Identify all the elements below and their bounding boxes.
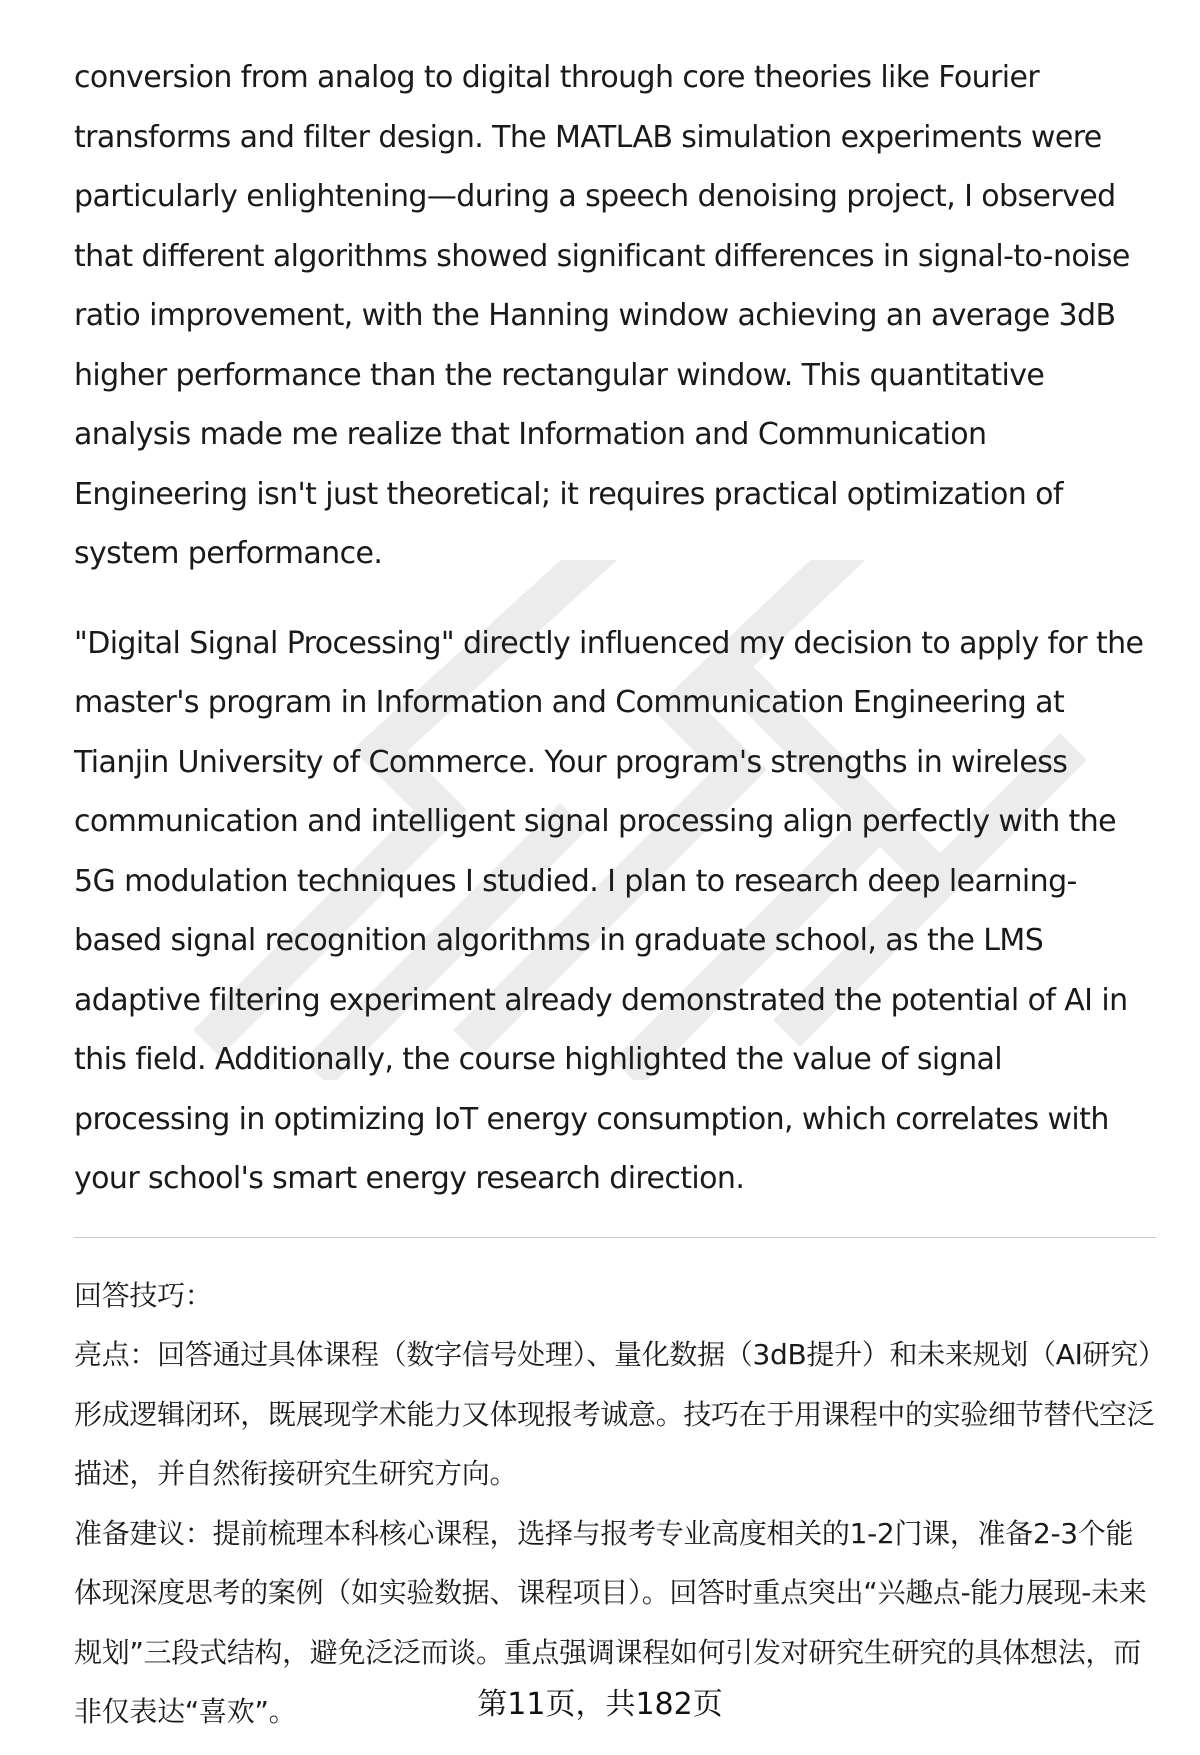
prep-text: 提前梳理本科核心课程，选择与报考专业高度相关的1-2门课，准备2-3个能体现深度思考的案例（如实验数据、课程项目）。回答时重点突出“兴趣点-能力展现-未来规划”三段式结构，避免泛泛而谈。重点强调课程如何引发对研究生研究的具体想法，而非仅表达“喜欢”。 bbox=[74, 1516, 1147, 1728]
section-divider bbox=[74, 1237, 1156, 1238]
highlight-label: 亮点： bbox=[74, 1338, 158, 1371]
main-content bbox=[74, 48, 1156, 1742]
page-number: 第11页，共182页 bbox=[477, 1687, 723, 1722]
highlight-text: 回答通过具体课程（数字信号处理）、量化数据（3dB提升）和未来规划（AI研究）形成逻辑闭环，既展现学术能力又体现报考诚意。技巧在于用课程中的实验细节替代空泛描述，并自然衔接研究生研究方向。 bbox=[74, 1338, 1155, 1490]
prep-label: 准备建议： bbox=[74, 1516, 213, 1550]
answer-tips-section bbox=[74, 1266, 1156, 1742]
highlight-paragraph bbox=[74, 1325, 1156, 1504]
tips-heading: 回答技巧： bbox=[74, 1278, 213, 1312]
answer-paragraph-2: "Digital Signal Processing" directly influenced my decision to apply for the master's program in Information and Communication Engineering at Tianjin University of Commerce. Your program's strengths in wireless communication and intelligent signal processing align perfectly with the 5G modulation techniques I studied. I plan to research deep learning-based signal recognition algorithms in graduate school, as the LMS adaptive filtering experiment already demonstrated the potential of AI in this field. Additionally, the course highlighted the value of signal processing in optimizing IoT energy consumption, which correlates with your school's smart energy research direction. bbox=[74, 625, 1144, 1196]
answer-paragraph-1: conversion from analog to digital through core theories like Fourier transforms and filter design. The MATLAB simulation experiments were particularly enlightening—during a speech denoising project, I observed that different algorithms showed significant differences in signal-to-noise ratio improvement, with the Hanning window achieving an average 3dB higher performance than the rectangular window. This quantitative analysis made me realize that Information and Communication Engineering isn't just theoretical; it requires practical optimization of system performance. bbox=[74, 60, 1130, 571]
